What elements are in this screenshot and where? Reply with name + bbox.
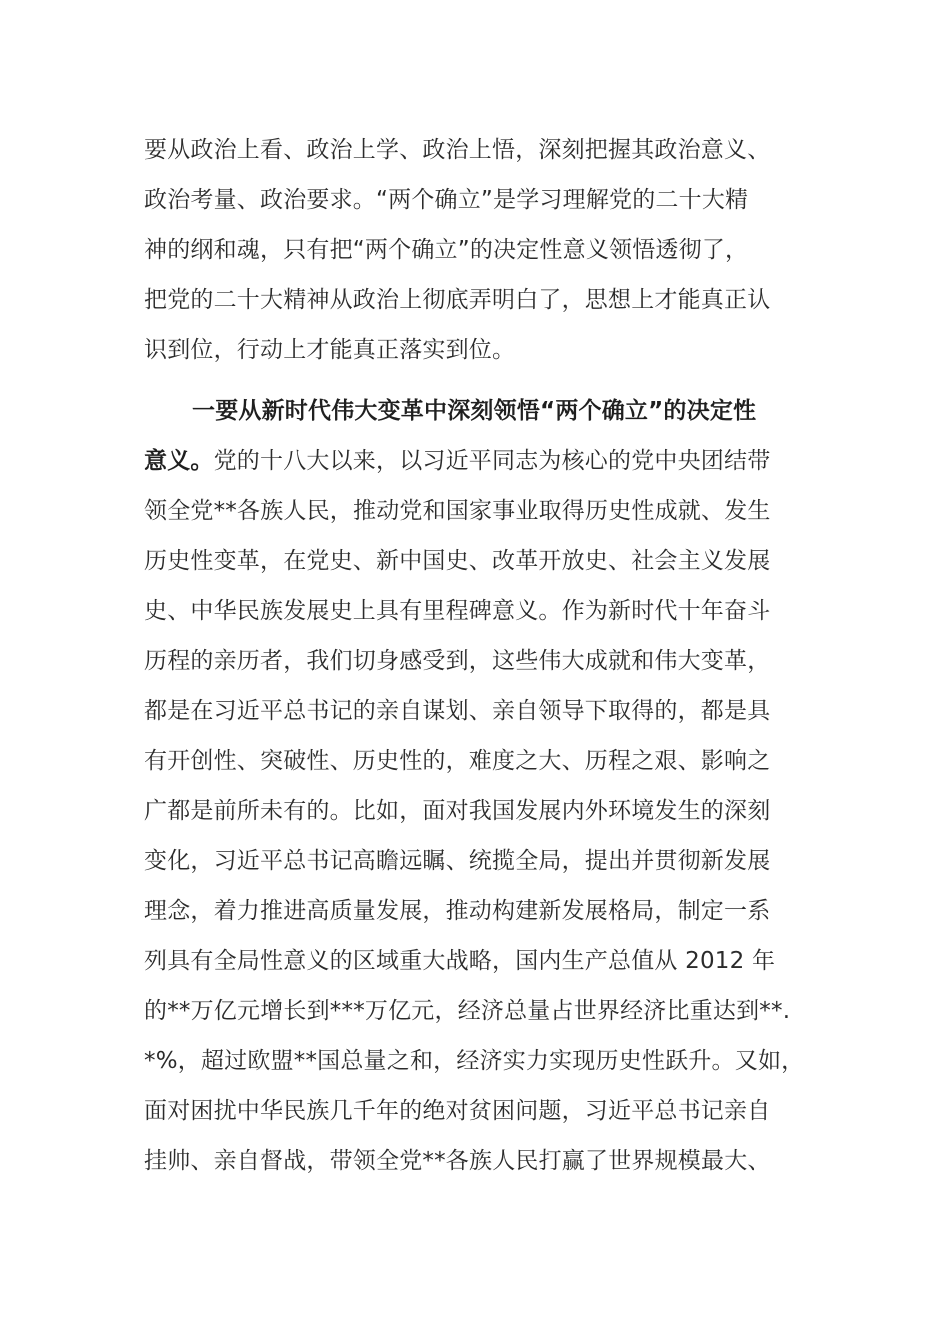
text-line: 识到位，行动上才能真正落实到位。 [144, 337, 516, 363]
text-line: 变化，习近平总书记高瞻远瞩、统揽全局，提出并贯彻新发展 [144, 848, 771, 874]
text-line: 列具有全局性意义的区域重大战略，国内生产总值从 2012 年 [144, 948, 776, 974]
section-heading: 一要从新时代伟大变革中深刻领悟“两个确立”的决定性 [192, 398, 757, 424]
text-line: 理念，着力推进高质量发展，推动构建新发展格局，制定一系 [144, 898, 771, 924]
text-line: *%，超过欧盟**国总量之和，经济实力实现历史性跃升。又如， [144, 1048, 805, 1074]
text-line: 有开创性、突破性、历史性的，难度之大、历程之艰、影响之 [144, 748, 771, 774]
text-line: 历程的亲历者，我们切身感受到，这些伟大成就和伟大变革， [144, 648, 771, 674]
text-line: 历史性变革，在党史、新中国史、改革开放史、社会主义发展 [144, 548, 771, 574]
text-line: 把党的二十大精神从政治上彻底弄明白了，思想上才能真正认 [144, 287, 771, 313]
text-line: 广都是前所未有的。比如，面对我国发展内外环境发生的深刻 [144, 798, 771, 824]
text-line: 面对困扰中华民族几千年的绝对贫困问题，习近平总书记亲自 [144, 1098, 771, 1124]
section-heading-tail: 意义。 [144, 448, 214, 474]
text-line: 要从政治上看、政治上学、政治上悟，深刻把握其政治意义、 [144, 137, 771, 163]
text-line: 史、中华民族发展史上具有里程碑意义。作为新时代十年奋斗 [144, 598, 771, 624]
text-line: 神的纲和魂，只有把“两个确立”的决定性意义领悟透彻了， [144, 237, 749, 263]
text-line [144, 436, 770, 486]
text-line-rest: 党的十八大以来，以习近平同志为核心的党中央团结带 [213, 448, 771, 474]
text-line: 领全党**各族人民，推动党和国家事业取得历史性成就、发生 [144, 498, 771, 524]
text-line: 政治考量、政治要求。“两个确立”是学习理解党的二十大精 [144, 187, 749, 213]
text-line: 都是在习近平总书记的亲自谋划、亲自领导下取得的，都是具 [144, 698, 771, 724]
text-line: 挂帅、亲自督战，带领全党**各族人民打赢了世界规模最大、 [144, 1148, 771, 1174]
text-line: 的**万亿元增长到***万亿元，经济总量占世界经济比重达到**. [144, 998, 791, 1024]
